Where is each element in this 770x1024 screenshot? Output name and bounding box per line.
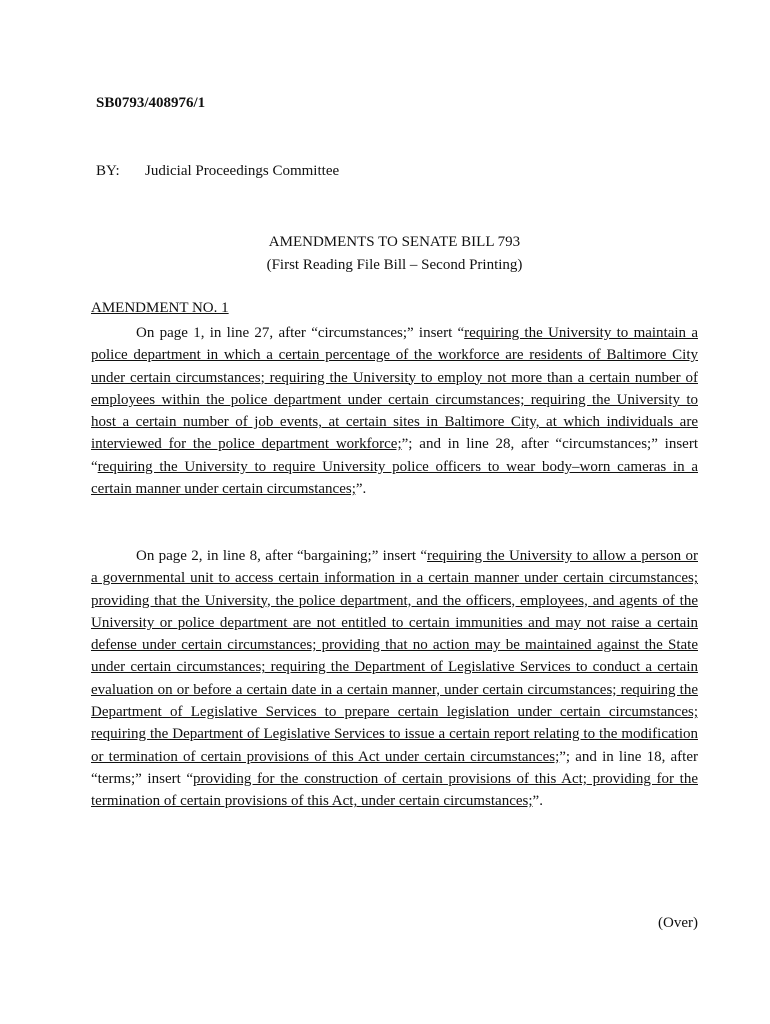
amendment-paragraph-1 (91, 322, 698, 500)
committee-name: Judicial Proceedings Committee (145, 163, 340, 179)
bill-id: SB0793/408976/1 (96, 95, 206, 111)
inserted-text: providing for the construction of certain provisions of this Act; providing for the termination of certain provisions of this Act, under certain circumstances; (91, 770, 698, 810)
amendments-subtitle: (First Reading File Bill – Second Printing) (266, 257, 523, 273)
instruction-text: ”. (355, 481, 367, 498)
inserted-text: requiring the University to require University police officers to wear body–worn cameras in a certain manner under certain circumstances; (91, 458, 698, 498)
amendment-number: AMENDMENT NO. 1 (91, 300, 229, 316)
inserted-text: requiring the University to allow a person or a governmental unit to access certain information in a certain manner under certain circumstances; providing that the University, the police department, and the officers, employees, and agents of the University or police department are not entitled to certain immunities and may not raise a certain defense under certain circumstances; providing that no action may be maintained against the State under certain circumstances; requiring the Department of Legislative Services to conduct a certain evaluation on or before a certain date in a certain manner, under certain circumstances; requiring the Department of Legislative Services to prepare certain legislation under certain circumstances; requiring the Department of Legislative Services to issue a certain report relating to the modification or termination of certain provisions of this Act under certain circumstances; (91, 548, 698, 765)
over-indicator: (Over) (658, 915, 698, 931)
instruction-text: ”. (532, 793, 543, 810)
amendment-paragraph-2 (91, 545, 698, 813)
amendments-title: AMENDMENTS TO SENATE BILL 793 (268, 234, 521, 250)
instruction-text: ”; and in line 28, after “circumstances;” insert “ (91, 436, 698, 475)
instruction-text: ”; and in line 18, after “terms;” insert “ (91, 748, 698, 787)
sponsor-line (96, 163, 339, 180)
instruction-text: On page 2, in line 8, after “bargaining;” insert “ (136, 548, 427, 564)
by-label: BY: (96, 163, 120, 179)
inserted-text: requiring the University to maintain a police department in which a certain percentage of the workforce are residents of Baltimore City under certain circumstances; requiring the University to employ not more than a certain number of employees within the police department under certain circumstances; requiring the University to host a certain number of job events, at certain sites in Baltimore City, at which individuals are interviewed for the police department workforce; (91, 325, 698, 453)
instruction-text: On page 1, in line 27, after “circumstances;” insert “ (136, 325, 465, 341)
